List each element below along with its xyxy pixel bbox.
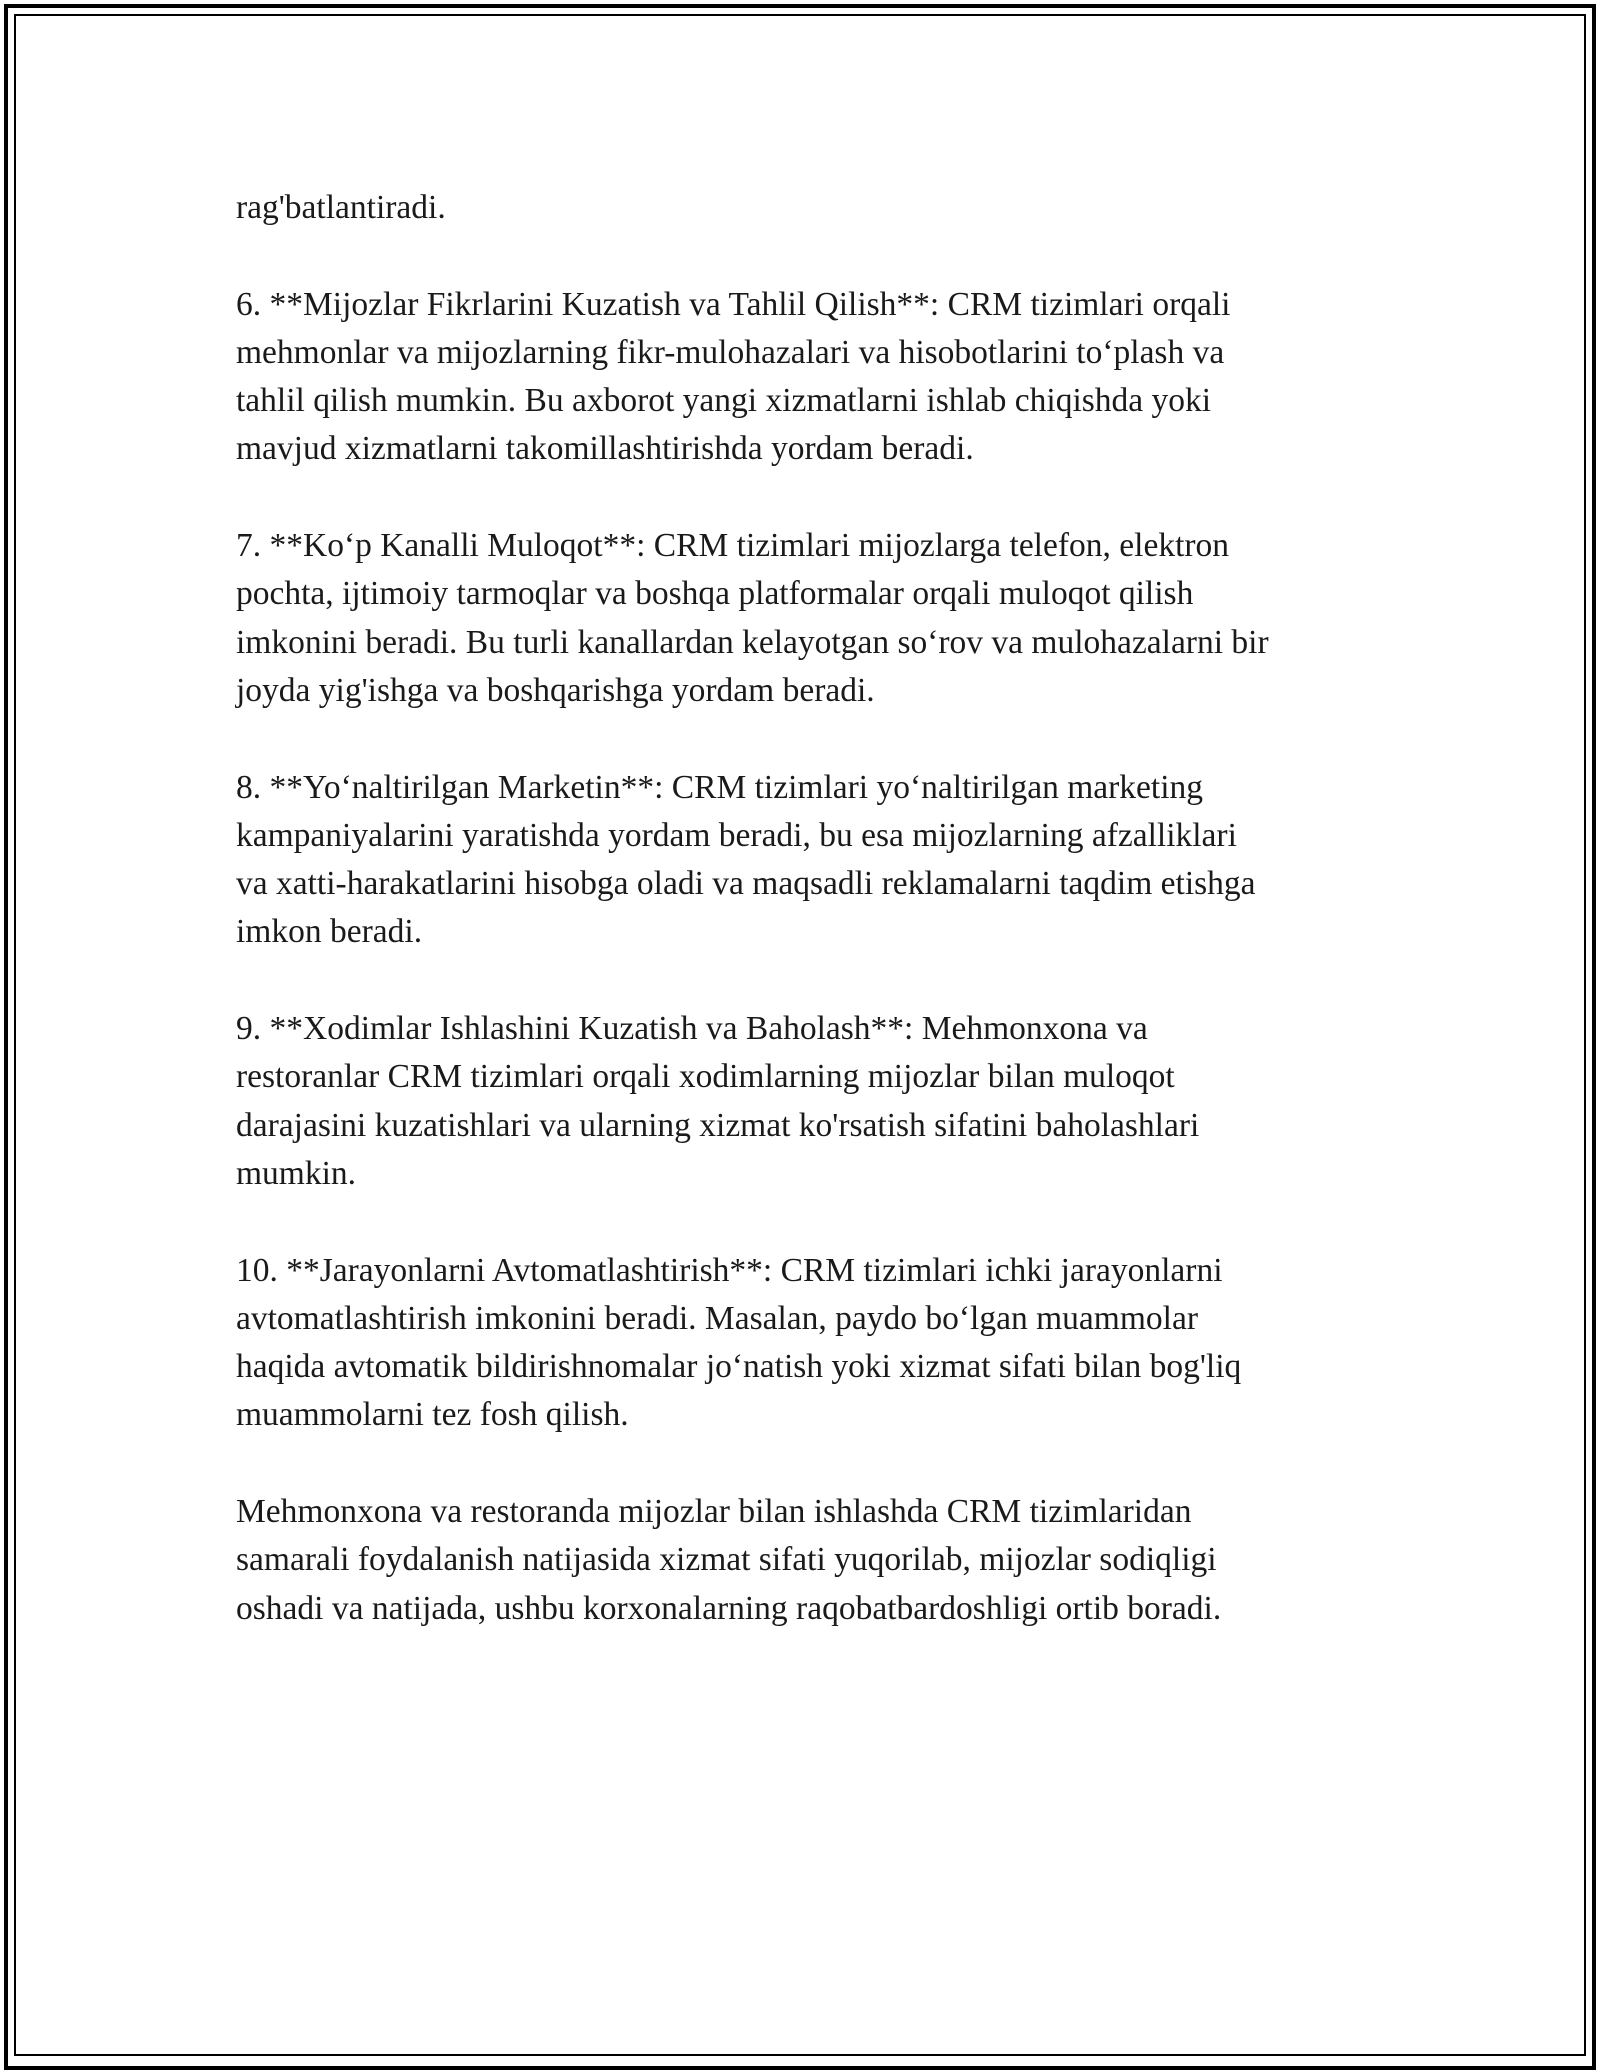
text-line: 9. **Xodimlar Ishlashini Kuzatish va Baholash**: Mehmonxona va (236, 1010, 1148, 1048)
text-line: imkon beradi. (236, 913, 423, 951)
text-line: haqida avtomatik bildirishnomalar jo‘natish yoki xizmat sifati bilan bog'liq (236, 1348, 1242, 1386)
text-line: Mehmonxona va restoranda mijozlar bilan ishlashda CRM tizimlaridan (236, 1493, 1192, 1531)
paragraph-continuation (236, 184, 1384, 232)
text-line: darajasini kuzatishlari va ularning xizmat ko'rsatish sifatini baholashlari (236, 1106, 1200, 1144)
text-line: avtomatlashtirish imkonini beradi. Masalan, paydo bo‘lgan muammolar (236, 1299, 1198, 1337)
text-line: mehmonlar va mijozlarning fikr-mulohazalari va hisobotlarini to‘plash va (236, 333, 1225, 371)
text-line: imkonini beradi. Bu turli kanallardan kelayotgan so‘rov va mulohazalarni bir (236, 623, 1269, 661)
text-line: samarali foydalanish natijasida xizmat sifati yuqorilab, mijozlar sodiqligi (236, 1541, 1217, 1579)
text-line: mumkin. (236, 1154, 357, 1192)
paragraph-item-9 (236, 1005, 1384, 1198)
text-line: muammolarni tez fosh qilish. (236, 1396, 629, 1434)
document-body (236, 184, 1384, 1681)
text-line: 8. **Yo‘naltirilgan Marketin**: CRM tizimlari yo‘naltirilgan marketing (236, 768, 1204, 806)
text-line: 6. **Mijozlar Fikrlarini Kuzatish va Tahlil Qilish**: CRM tizimlari orqali (236, 285, 1231, 323)
text-line: 7. **Ko‘p Kanalli Muloqot**: CRM tizimlari mijozlarga telefon, elektron (236, 527, 1230, 565)
text-line: restoranlar CRM tizimlari orqali xodimlarning mijozlar bilan muloqot (236, 1058, 1175, 1096)
text-line: oshadi va natijada, ushbu korxonalarning raqobatbardoshligi ortib boradi. (236, 1589, 1222, 1627)
text-line: mavjud xizmatlarni takomillashtirishda yordam beradi. (236, 430, 974, 468)
text-line: kampaniyalarini yaratishda yordam beradi, bu esa mijozlarning afzalliklari (236, 816, 1237, 854)
text-line: 10. **Jarayonlarni Avtomatlashtirish**: CRM tizimlari ichki jarayonlarni (236, 1251, 1223, 1289)
paragraph-item-10 (236, 1247, 1384, 1440)
paragraph-item-6 (236, 281, 1384, 474)
text-line: joyda yig'ishga va boshqarishga yordam beradi. (236, 671, 875, 709)
paragraph-conclusion (236, 1488, 1384, 1633)
text-line: rag'batlantiradi. (236, 189, 446, 226)
text-line: tahlil qilish mumkin. Bu axborot yangi xizmatlarni ishlab chiqishda yoki (236, 382, 1212, 420)
text-line: pochta, ijtimoiy tarmoqlar va boshqa platformalar orqali muloqot qilish (236, 575, 1194, 613)
paragraph-item-8 (236, 764, 1384, 957)
text-line: va xatti-harakatlarini hisobga oladi va maqsadli reklamalarni taqdim etishga (236, 865, 1256, 903)
paragraph-item-7 (236, 522, 1384, 715)
